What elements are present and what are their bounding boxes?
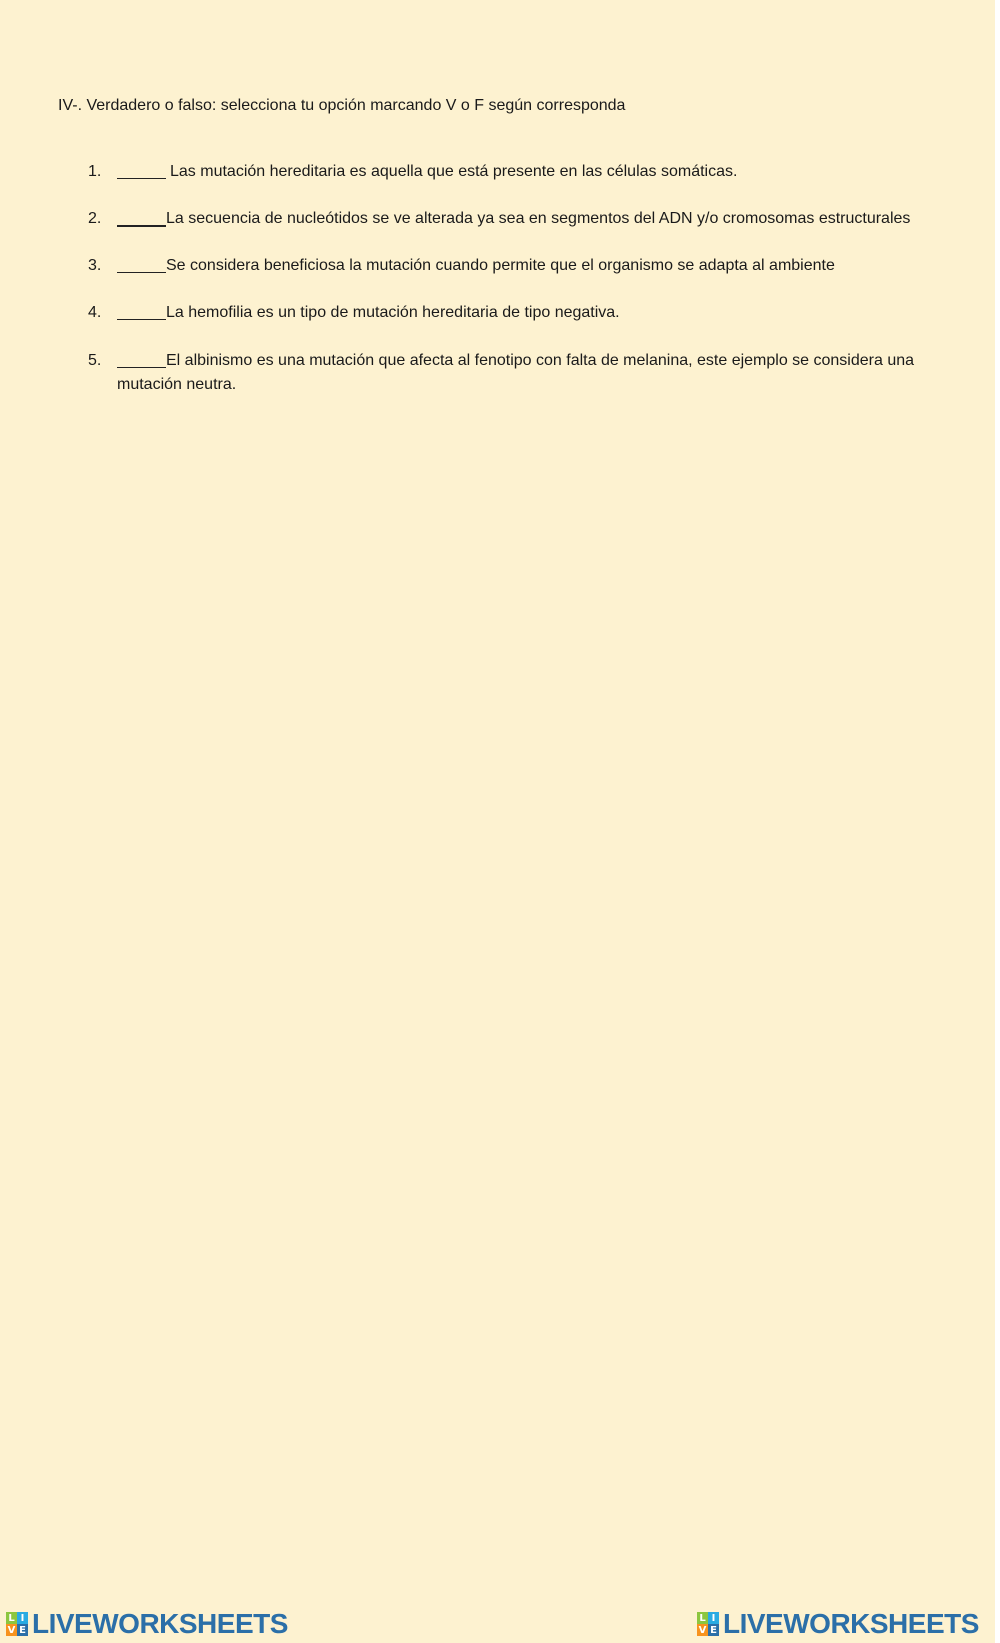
answer-blank[interactable] [117,367,166,368]
liveworksheets-icon [6,1612,28,1636]
logo-letter-v: V [698,1624,707,1636]
liveworksheets-logo-right [697,1609,979,1639]
liveworksheets-logo-left [6,1609,288,1639]
logo-letter-v: V [7,1624,16,1636]
logo-letter-l: L [6,1612,17,1624]
logo-letter-i: I [708,1612,719,1624]
logo-letter-e: E [708,1624,719,1636]
section-heading: IV-. Verdadero o falso: selecciona tu opción marcando V o F según corresponda [58,97,626,114]
question-text: El albinismo es una mutación que afecta al fenotipo con falta de melanina, este ejemplo se considera una [166,352,915,369]
question-number: 2. [88,210,102,227]
question-number: 4. [88,304,102,321]
answer-blank[interactable] [117,319,166,320]
logo-letter-i: I [17,1612,28,1624]
question-number: 1. [88,163,102,180]
answer-blank[interactable] [117,272,166,273]
question-text: Las mutación hereditaria es aquella que está presente en las células somáticas. [170,163,738,180]
question-number: 3. [88,257,102,274]
question-text-continuation: mutación neutra. [117,376,237,393]
liveworksheets-icon [697,1612,719,1636]
logo-wordmark: LIVEWORKSHEETS [32,1608,288,1639]
logo-letter-l: L [697,1612,708,1624]
question-number: 5. [88,352,102,369]
answer-blank[interactable] [117,178,166,179]
question-text: Se considera beneficiosa la mutación cuando permite que el organismo se adapta al ambiente [166,257,835,274]
logo-wordmark: LIVEWORKSHEETS [723,1608,979,1639]
question-text: La hemofilia es un tipo de mutación hereditaria de tipo negativa. [166,304,620,321]
logo-letter-e: E [17,1624,28,1636]
question-text: La secuencia de nucleótidos se ve alterada ya sea en segmentos del ADN y/o cromosomas estructurales [166,210,911,227]
answer-blank[interactable] [117,225,166,227]
